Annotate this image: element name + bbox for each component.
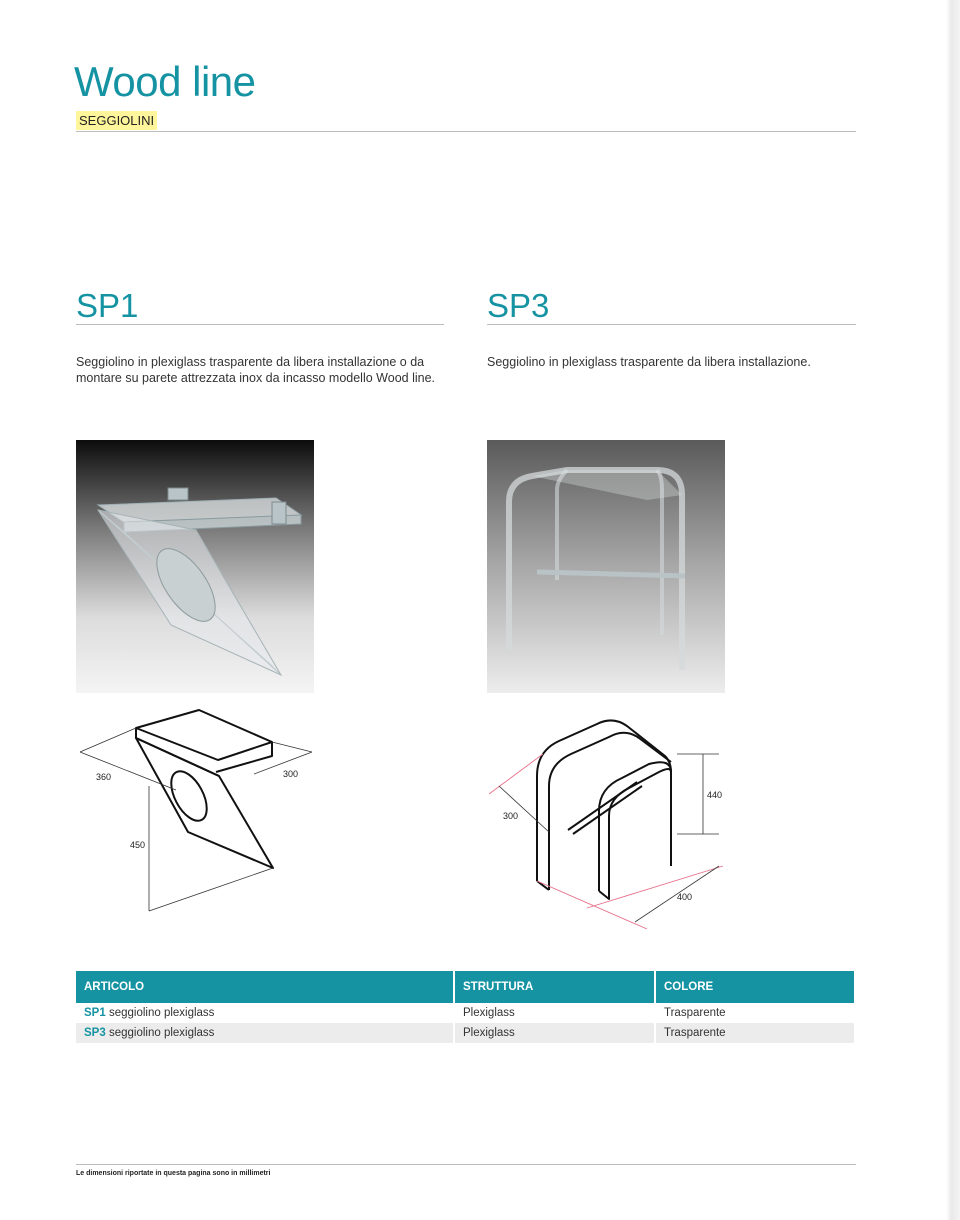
- article-name: seggiolino plexiglass: [108, 1027, 215, 1039]
- product-code-sp3: SP3: [487, 287, 550, 324]
- dimension-sp3-depth: 300: [503, 811, 519, 821]
- dimension-sp3-height: 440: [707, 790, 723, 800]
- column-header-colore: COLORE: [654, 971, 854, 1003]
- cell-articolo: [76, 1023, 453, 1043]
- header-divider: [76, 131, 856, 132]
- table-header-row: [76, 971, 854, 1003]
- column-header-articolo: ARTICOLO: [76, 971, 453, 1003]
- dimension-sp3-width: 400: [677, 892, 693, 902]
- product-code-sp1: SP1: [76, 287, 139, 324]
- article-code: SP3: [84, 1027, 106, 1039]
- product-description-sp1: Seggiolino in plexiglass trasparente da libera installazione o da montare su parete attrezzata inox da incasso modello Wood line.: [76, 355, 435, 385]
- cell-colore: Trasparente: [654, 1003, 854, 1023]
- page-edge-shadow: [946, 0, 960, 1220]
- product-photo-sp1: [76, 440, 314, 693]
- cell-articolo: [76, 1003, 453, 1023]
- footer-divider: [76, 1164, 856, 1165]
- technical-drawing-sp3: [487, 706, 737, 931]
- article-code: SP1: [84, 1007, 106, 1019]
- cell-colore: Trasparente: [654, 1023, 854, 1043]
- product-divider-sp3: [487, 324, 856, 325]
- brand-title: Wood line: [74, 58, 256, 105]
- table-row: [76, 1023, 854, 1043]
- dimension-sp1-depth: 300: [283, 769, 299, 779]
- product-divider-sp1: [76, 324, 444, 325]
- table-row: [76, 1003, 854, 1023]
- technical-drawing-sp1: [76, 706, 326, 921]
- footnote: Le dimensioni riportate in questa pagina sono in millimetri: [76, 1170, 271, 1177]
- product-description-sp3: Seggiolino in plexiglass trasparente da libera installazione.: [487, 355, 811, 369]
- column-header-struttura: STRUTTURA: [453, 971, 654, 1003]
- specifications-table: [76, 971, 854, 1043]
- article-name: seggiolino plexiglass: [108, 1007, 215, 1019]
- dimension-sp1-height: 450: [130, 840, 146, 850]
- dimension-sp1-width: 360: [96, 772, 112, 782]
- category-label: SEGGIOLINI: [76, 111, 157, 130]
- cell-struttura: Plexiglass: [453, 1023, 654, 1043]
- cell-struttura: Plexiglass: [453, 1003, 654, 1023]
- product-photo-sp3: [487, 440, 725, 693]
